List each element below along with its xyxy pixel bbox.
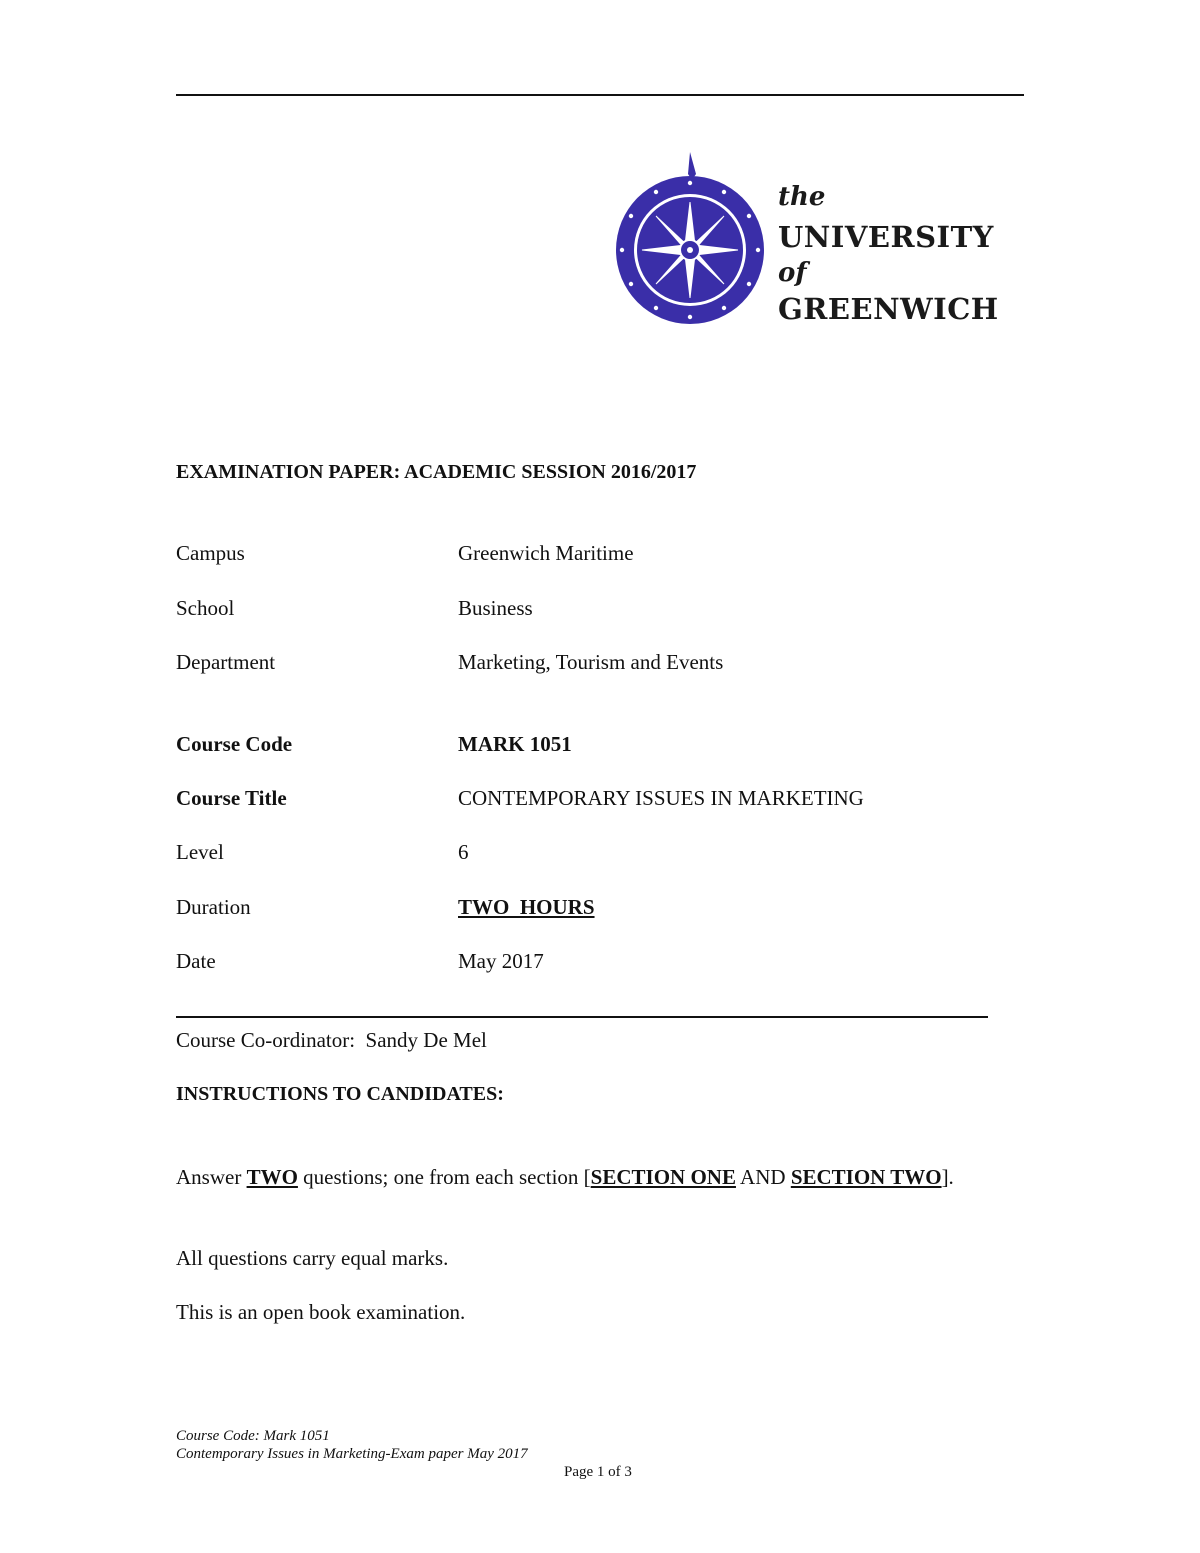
open-book-note: This is an open book examination.: [176, 1300, 466, 1324]
page-number: Page 1 of 3: [564, 1464, 632, 1480]
date-row: [176, 949, 1016, 979]
wordmark-of: of: [778, 258, 807, 288]
duration-row: [176, 895, 1016, 925]
exam-paper-title: EXAMINATION PAPER: ACADEMIC SESSION 2016/2017: [176, 461, 697, 483]
university-logo: [612, 150, 1012, 330]
answer-instruction: [176, 1163, 1024, 1191]
school-row: [176, 596, 1016, 626]
top-rule: [176, 94, 1024, 96]
course-code-label: Course Code: [176, 732, 293, 756]
department-row: [176, 650, 1016, 680]
level-row: [176, 840, 1016, 870]
department-label: Department: [176, 650, 276, 674]
wordmark-greenwich: GREENWICH: [778, 292, 999, 326]
section-divider: [176, 1016, 988, 1018]
answer-pre: Answer: [176, 1165, 247, 1189]
wordmark-the: the: [778, 182, 826, 212]
course-code-row: [176, 732, 1016, 762]
instructions-heading: INSTRUCTIONS TO CANDIDATES:: [176, 1083, 504, 1105]
duration-value: TWO HOURS: [458, 895, 595, 919]
section-two: SECTION TWO: [790, 1165, 942, 1189]
level-label: Level: [176, 840, 224, 864]
footer-paper-title: Contemporary Issues in Marketing-Exam paper May 2017: [176, 1446, 528, 1462]
wordmark-university: UNIVERSITY: [778, 220, 994, 254]
level-value: 6: [458, 840, 469, 864]
duration-label: Duration: [176, 895, 251, 919]
date-label: Date: [176, 949, 216, 973]
school-label: School: [176, 596, 235, 620]
section-one: SECTION ONE: [590, 1165, 736, 1189]
campus-value: Greenwich Maritime: [458, 541, 634, 565]
campus-row: [176, 541, 1016, 571]
school-value: Business: [458, 596, 533, 620]
course-coordinator: Course Co-ordinator: Sandy De Mel: [176, 1028, 487, 1052]
course-title-label: Course Title: [176, 786, 287, 810]
compass-seal-icon: [612, 150, 772, 330]
department-value: Marketing, Tourism and Events: [458, 650, 724, 674]
answer-mid: questions; one from each section [: [297, 1165, 591, 1189]
course-title-row: [176, 786, 1016, 816]
footer-course-code: Course Code: Mark 1051: [176, 1428, 330, 1444]
course-code-value: MARK 1051: [458, 732, 572, 756]
answer-and: AND: [735, 1165, 791, 1189]
campus-label: Campus: [176, 541, 245, 565]
date-value: May 2017: [458, 949, 544, 973]
course-title-value: CONTEMPORARY ISSUES IN MARKETING: [458, 786, 864, 810]
equal-marks-note: All questions carry equal marks.: [176, 1246, 449, 1270]
answer-end: ].: [941, 1165, 954, 1189]
answer-two: TWO: [246, 1165, 298, 1189]
